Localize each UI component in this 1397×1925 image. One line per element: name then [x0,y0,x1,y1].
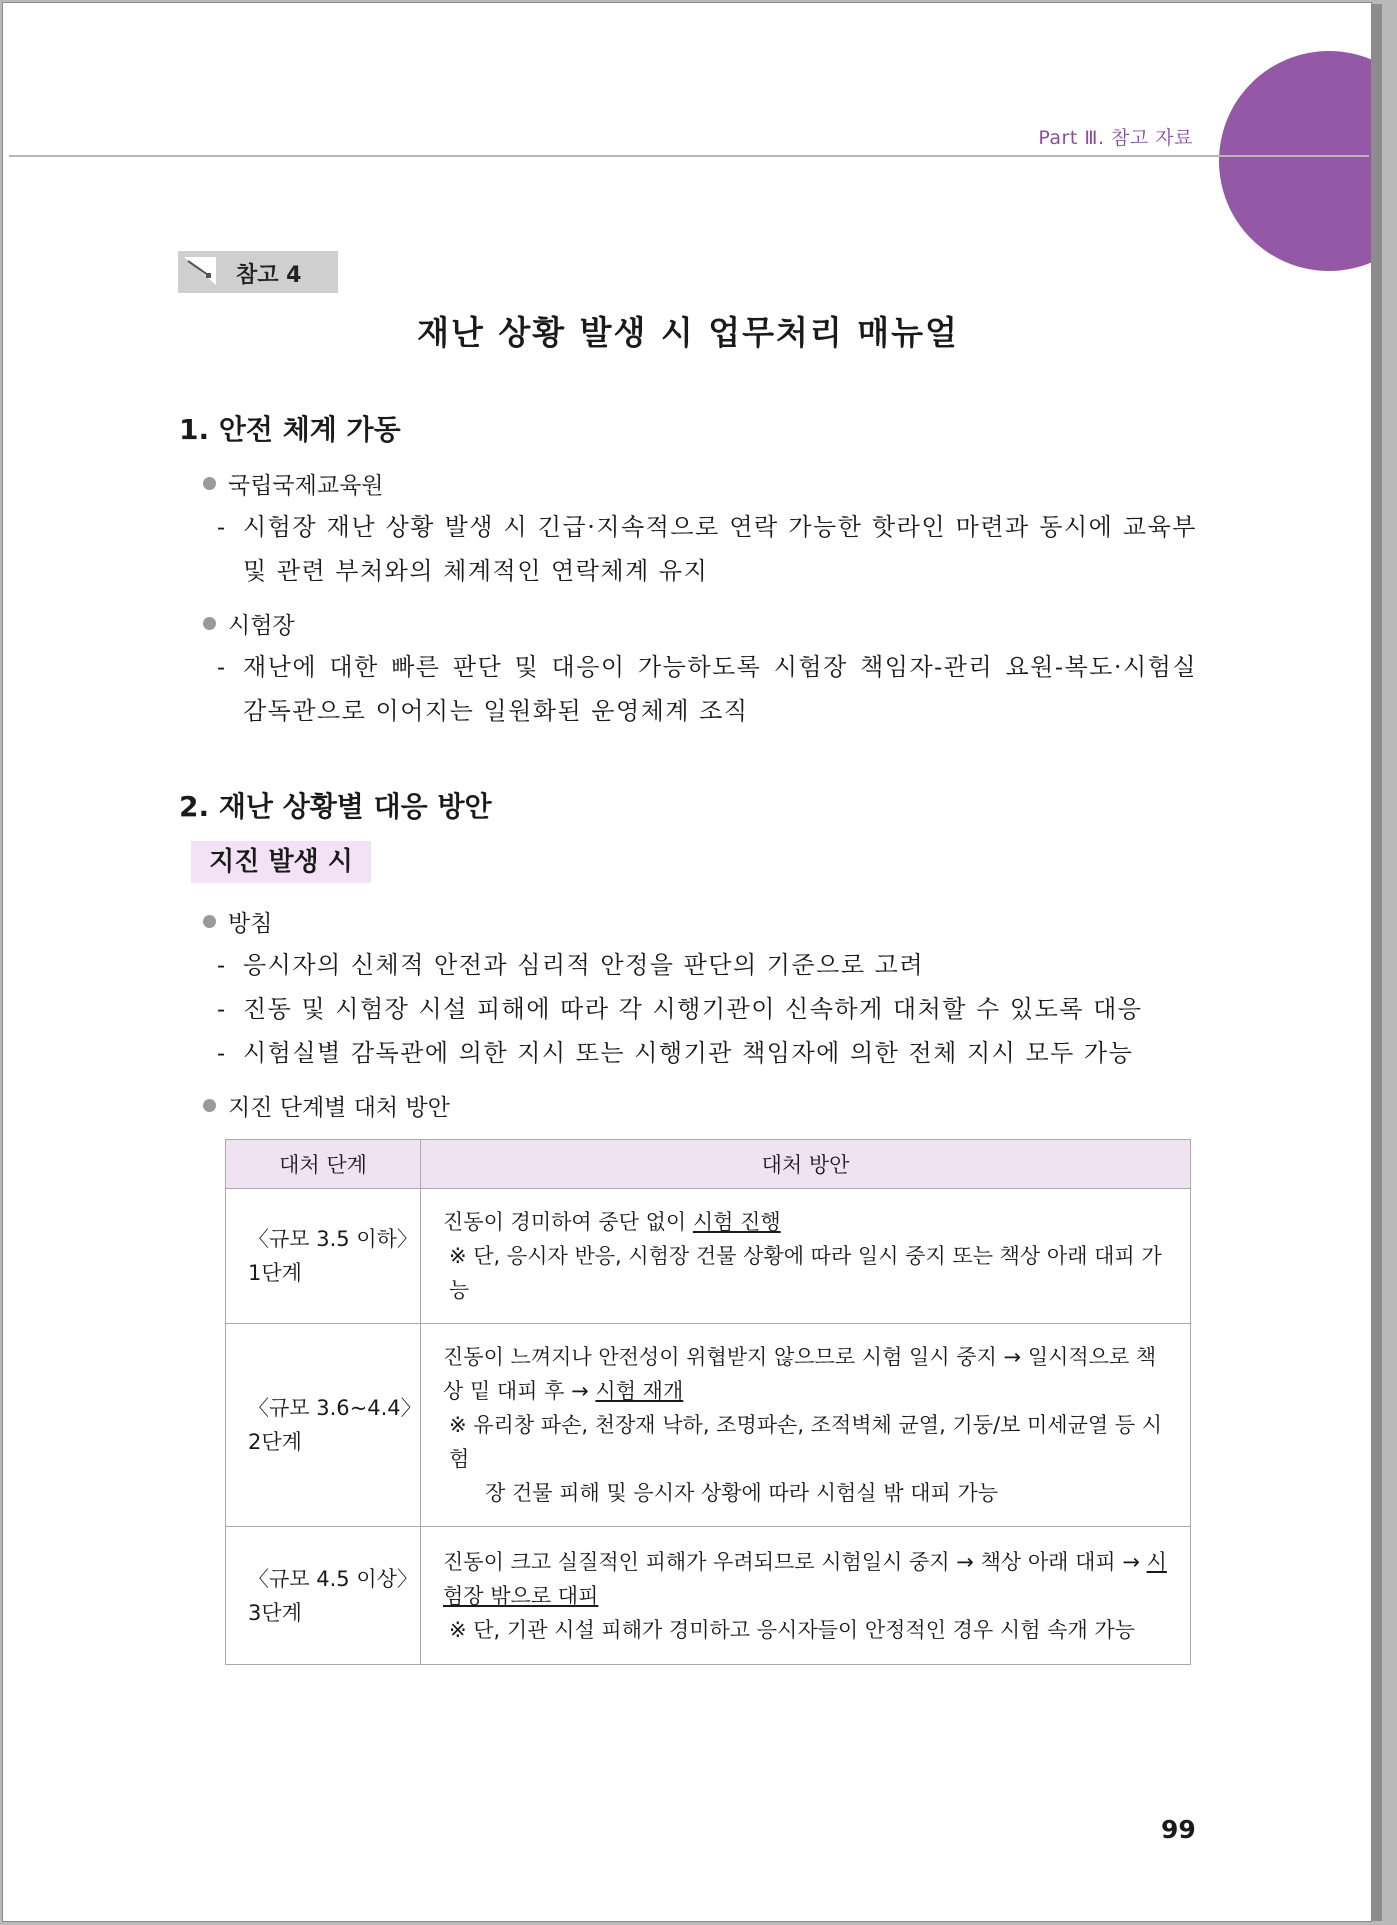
bullet-dot-icon [203,477,216,490]
page-number: 99 [1161,1815,1196,1844]
dash-mark: - [217,995,227,1023]
stage-scale: 〈규모 3.6~4.4〉 [248,1396,422,1420]
part-label: Part Ⅲ. 참고 자료 [1038,127,1193,149]
dash-item [217,943,1197,987]
reference-badge [178,251,338,293]
document-page [2,2,1372,1922]
table-row [226,1527,1191,1665]
dash-mark: - [217,951,227,979]
stage-cell [226,1527,421,1665]
reference-badge-label: 참고 4 [236,263,302,288]
page-edge-shadow [1372,4,1382,1921]
action-text: 진동이 느껴지나 안전성이 위협받지 않으므로 시험 일시 중지 → 일시적으로 책상 밑 대피 후 → [443,1345,1157,1403]
bullet-item [203,607,295,640]
stage-scale: 〈규모 3.5 이하〉 [248,1227,418,1251]
stage-level: 3단계 [248,1600,302,1625]
bullet-label: 국립국제교육원 [228,473,384,499]
column-header-stage: 대처 단계 [226,1140,421,1189]
dash-item [217,645,1197,733]
dash-text: 시험실별 감독관에 의한 지시 또는 시행기관 책임자에 의한 전체 지시 모두 가능 [243,1039,1134,1067]
table-row [226,1324,1191,1527]
action-note-continued: 장 건물 피해 및 응시자 상황에 따라 시험실 밖 대피 가능 [485,1481,999,1505]
table-row [226,1189,1191,1324]
bullet-item [203,905,272,938]
bullet-label: 방침 [228,911,273,937]
dash-text: 시험장 재난 상황 발생 시 긴급·지속적으로 연락 가능한 핫라인 마련과 동시에 교육부 및 관련 부처와의 체계적인 연락체계 유지 [243,513,1197,585]
header-decoration-circle [1219,51,1372,271]
action-main [443,1545,1168,1613]
bullet-label: 지진 단계별 대처 방안 [228,1095,450,1121]
action-cell [421,1527,1191,1665]
bullet-dot-icon [203,617,216,630]
bullet-label: 시험장 [228,613,295,639]
corner-arrow-icon [184,257,216,285]
section-2-heading: 2. 재난 상황별 대응 방안 [179,790,492,823]
bullet-dot-icon [203,915,216,928]
column-header-action: 대처 방안 [421,1140,1191,1189]
action-text: 진동이 크고 실질적인 피해가 우려되므로 시험일시 중지 → 책상 아래 대피 → [443,1549,1147,1574]
dash-mark: - [217,653,227,681]
action-note: ※ 단, 기관 시설 피해가 경미하고 응시자들이 안정적인 경우 시험 속개 가능 [449,1617,1135,1642]
action-cell [421,1324,1191,1527]
dash-item [217,505,1197,593]
header-rule [9,155,1369,157]
bullet-item [203,467,384,500]
table-header-row [226,1140,1191,1189]
bullet-dot-icon [203,1099,216,1112]
action-cell [421,1189,1191,1324]
stage-cell [226,1324,421,1527]
action-note: ※ 유리창 파손, 천장재 낙하, 조명파손, 조적벽체 균열, 기둥/보 미세균열 등 시험 [449,1413,1163,1471]
action-emphasis: 시험 진행 [692,1210,781,1234]
action-text: 진동이 경미하여 중단 없이 [443,1210,693,1234]
stage-level: 2단계 [248,1430,302,1454]
document-title: 재난 상황 발생 시 업무처리 매뉴얼 [417,313,959,352]
earthquake-response-table [225,1139,1191,1665]
section-1-heading: 1. 안전 체계 가동 [179,413,401,446]
dash-text: 진동 및 시험장 시설 피해에 따라 각 시행기관이 신속하게 대처할 수 있도록 대응 [243,995,1143,1023]
stage-scale: 〈규모 4.5 이상〉 [248,1566,418,1591]
subsection-tag: 지진 발생 시 [191,841,371,883]
dash-item [217,987,1197,1031]
action-main [443,1340,1168,1408]
action-emphasis: 시험 재개 [595,1379,684,1403]
dash-mark: - [217,513,227,541]
bullet-item [203,1089,450,1122]
dash-mark: - [217,1039,227,1067]
stage-level: 1단계 [248,1261,302,1285]
dash-item [217,1031,1197,1075]
stage-cell [226,1189,421,1324]
action-emphasis: 시험장 밖으로 대피 [443,1549,1167,1608]
dash-text: 응시자의 신체적 안전과 심리적 안정을 판단의 기준으로 고려 [243,951,925,979]
action-main [443,1205,1168,1239]
dash-text: 재난에 대한 빠른 판단 및 대응이 가능하도록 시험장 책임자-관리 요원-복도·시험실 감독관으로 이어지는 일원화된 운영체계 조직 [243,653,1197,725]
action-note: ※ 단, 응시자 반응, 시험장 건물 상황에 따라 일시 중지 또는 책상 아래 대피 가능 [449,1244,1162,1302]
